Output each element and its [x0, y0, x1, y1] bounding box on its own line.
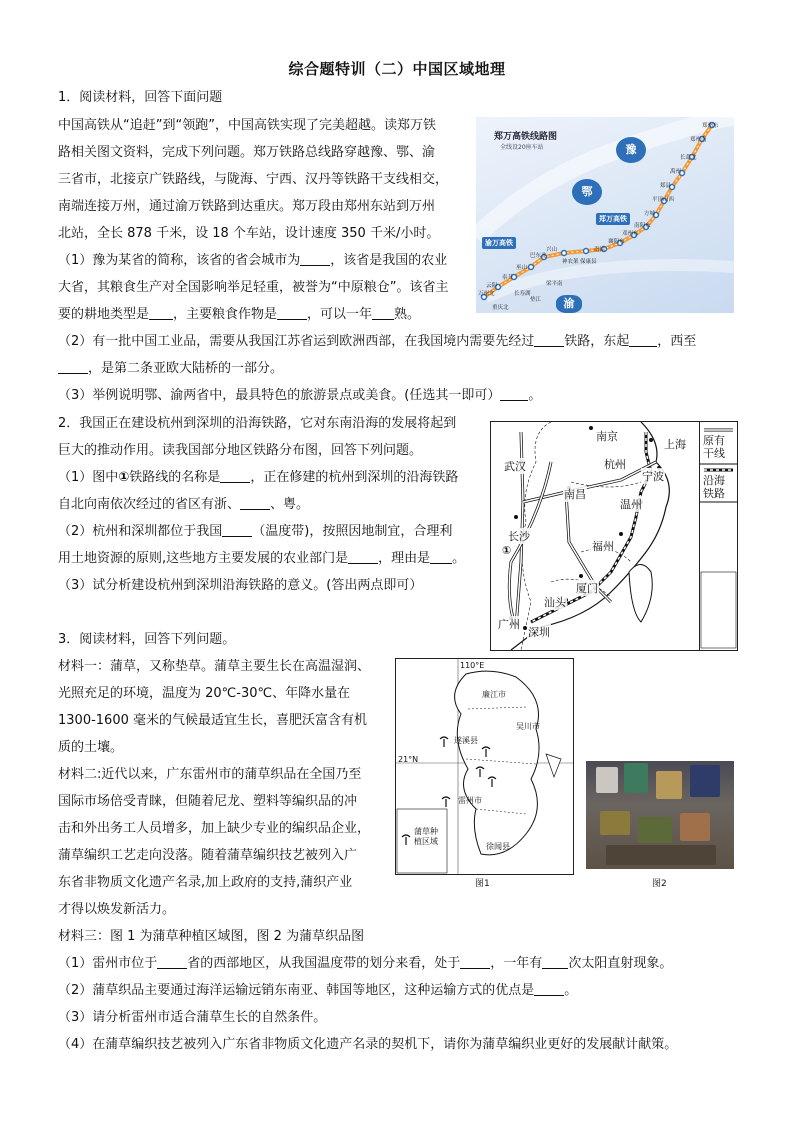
station-label: 郑州南	[690, 137, 707, 143]
q2-sub1-text-a: （1）图中	[58, 470, 119, 485]
answer-blank[interactable]	[430, 551, 452, 564]
q1-sub3-text-a: （3）举例说明鄂、渝两省中，最具特色的旅游景点或美食。(任选其一即可）	[58, 388, 501, 403]
answer-blank[interactable]	[460, 956, 490, 969]
q1-sub1-text-f: ，可以一年	[307, 307, 373, 322]
route-tag-zhengwan: 郑万高铁	[596, 213, 630, 225]
answer-blank[interactable]	[277, 307, 307, 320]
city-changsha: 长沙	[508, 530, 530, 543]
latitude-label: 21°N	[398, 755, 419, 764]
woven-bag	[656, 771, 682, 799]
q3-material1-2: 光照充足的环境，温度为 20℃-30℃、年降水量在	[58, 686, 351, 701]
q1-text-3: 三省市，北接京广铁路线，与陇海、宁西、汉丹等铁路干支线相交，	[58, 172, 449, 187]
route-number-label: ①	[502, 544, 512, 557]
province-badge-henan: 豫	[616, 137, 646, 163]
q2-sub2-text-d: ，理由是	[378, 551, 431, 566]
figure-header: 郑万高铁线路图	[494, 132, 558, 142]
woven-bag	[680, 813, 710, 841]
q1-sub1-line1	[58, 253, 447, 269]
answer-blank[interactable]	[222, 524, 252, 537]
station-label: 南阳东	[634, 223, 651, 229]
station-label: 奉节	[502, 275, 514, 281]
q2-sub2-text-e: 。	[452, 551, 466, 566]
city-xiamen: 厦门	[576, 582, 598, 595]
woven-bag	[690, 765, 720, 797]
q1-heading: 1．阅读材料，回答下面问题	[58, 90, 223, 105]
q1-sub2-line2	[58, 361, 283, 377]
legend-planting-area: 蒲草种植区域	[414, 827, 438, 846]
answer-blank[interactable]	[157, 956, 187, 969]
route-tag-yuwan: 渝万高铁	[482, 237, 516, 249]
station-label: 神农架	[562, 259, 579, 265]
q1-sub1-text-g: 熟。	[394, 307, 421, 322]
figure-1-caption: 图1	[475, 879, 490, 889]
q1-sub1-text-d: 要的耕地类型是	[58, 307, 150, 322]
station-label: 长葛北	[680, 155, 697, 161]
station-label: 平顶山西	[652, 197, 675, 203]
q3-material1-3: 1300-1600 毫米的气候最适宜生长，喜肥沃富含有机	[58, 713, 367, 728]
q3-material2-4: 蒲草编织工艺走向没落。随着蒲草编织技艺被列入广	[58, 848, 358, 863]
q1-sub3-text-b: 。	[528, 388, 542, 403]
q1-text-2: 路相关图文资料，完成下列问题。郑万铁路总线路穿越豫、鄂、渝	[58, 145, 436, 160]
city-wuhan: 武汉	[504, 460, 526, 473]
station-label: 垫江	[530, 297, 542, 303]
q3-material2-3: 击和外出务工人员增多，加上缺少专业的编织品企业，	[58, 821, 371, 836]
station-label: 梁平南	[546, 281, 563, 287]
station-label: 兴山	[546, 247, 558, 253]
q3-material1-4: 质的土壤。	[58, 740, 124, 755]
q2-sub3: （3）试分析建设杭州到深圳沿海铁路的意义。(答出两点即可）	[58, 578, 423, 593]
answer-blank[interactable]	[500, 388, 528, 401]
q3-sub1-text-d: 次太阳直射现象。	[568, 956, 673, 971]
city-nanjing: 南京	[596, 430, 618, 443]
q3-material2-2: 国际市场倍受青睐，但随着尼龙、塑料等编织品的冲	[58, 794, 358, 809]
figure-subheader: 全线设20座车站	[500, 144, 544, 151]
woven-bag	[600, 811, 630, 835]
answer-blank[interactable]	[240, 497, 270, 510]
place-lianjiang: 廉江市	[482, 690, 506, 699]
q2-sub1-text-e: 、粤。	[270, 497, 310, 512]
woven-mats	[606, 845, 716, 865]
woven-bag	[638, 817, 672, 843]
q2-sub2-line1	[58, 524, 452, 540]
city-nanchang: 南昌	[564, 488, 586, 501]
legend-existing-line: 原有干线	[703, 434, 725, 460]
route-number: ①	[118, 470, 130, 485]
station-label: 巴东北	[530, 253, 547, 259]
q3-sub2	[58, 983, 577, 999]
city-shenzhen: 深圳	[528, 626, 550, 639]
map-legend	[699, 422, 737, 650]
station-label: 重庆北	[492, 305, 509, 311]
q1-text-1: 中国高铁从“追赶”到“领跑”，中国高铁实现了完美超越。读郑万铁	[58, 118, 436, 133]
q1-sub3	[58, 388, 541, 404]
q2-sub1-line1	[58, 470, 458, 486]
q1-text-5: 北站，全长 878 千米，设 18 个车站，设计速度 350 千米/小时。	[58, 226, 440, 241]
place-suixi: 遂溪县	[454, 736, 478, 745]
city-ningbo: 宁波	[642, 470, 664, 483]
answer-blank[interactable]	[534, 983, 564, 996]
answer-blank[interactable]	[149, 307, 173, 320]
q1-sub1-text-b: ，该省是我国的农业	[330, 253, 448, 268]
station-label: 长寿湖	[514, 291, 531, 297]
place-leizhou: 雷州市	[458, 796, 482, 805]
q2-sub2-text-b: （温度带)，按照因地制宜，合理利	[252, 524, 453, 539]
q3-sub1	[58, 956, 672, 972]
q1-text-4: 南端连接万州，通过渝万铁路到达重庆。郑万段由郑州东站到万州	[58, 199, 436, 214]
planting-area-map	[395, 658, 574, 875]
q2-sub1-text-d: 自北向南依次经过的省区有浙、	[58, 497, 241, 512]
city-wenzhou: 温州	[620, 498, 642, 511]
q2-sub2-line2	[58, 551, 465, 567]
q1-sub1-text-e: ，主要粮食作物是	[173, 307, 278, 322]
station-label: 保康县	[580, 259, 597, 265]
city-shanghai: 上海	[664, 438, 686, 451]
place-xuwen: 徐闻县	[486, 842, 510, 851]
q1-sub2-text-c: ，西至	[657, 334, 697, 349]
legend-coastal-railway: 沿海铁路	[703, 474, 725, 500]
station-label: 南漳	[594, 247, 606, 253]
q3-material3: 材料三：图 1 为蒲草种植区域图，图 2 为蒲草织品图	[58, 929, 365, 944]
woven-bag	[624, 763, 648, 793]
answer-blank[interactable]	[348, 551, 378, 564]
q3-heading: 3．阅读材料，回答下列问题。	[58, 632, 236, 647]
q1-sub1-line2: 大省，其粮食生产对全国影响举足轻重，被誉为“中原粮仓”。该省主	[58, 280, 449, 295]
q3-sub1-text-c: ，一年有	[490, 956, 543, 971]
woven-products-photo	[586, 761, 734, 869]
q3-material1-1: 材料一：蒲草，又称垫草。蒲草主要生长在高温湿润、	[58, 659, 371, 674]
page-title: 综合题特训（二）中国区域地理	[288, 60, 506, 78]
q1-sub2-text-b: 铁路，东起	[564, 334, 630, 349]
q1-sub2-text-a: （2）有一批中国工业品，需要从我国江苏省运到欧洲西部，在我国境内需要先经过	[58, 334, 535, 349]
station-label: 郑州东	[702, 123, 719, 129]
province-badge-hubei: 鄂	[572, 179, 602, 205]
q3-sub2-text-a: （2）蒲草织品主要通过海洋运输远销东南亚、韩国等地区，这种运输方式的优点是	[58, 983, 535, 998]
station-label: 邓州东	[622, 231, 639, 237]
figure-2-caption: 图2	[652, 879, 667, 889]
q2-sub1-line2	[58, 497, 309, 513]
q2-sub2-text-a: （2）杭州和深圳都位于我国	[58, 524, 223, 539]
answer-blank[interactable]	[58, 361, 88, 374]
q3-sub2-text-b: 。	[564, 983, 578, 998]
q2-text-1: 2．我国正在建设杭州到深圳的沿海铁路，它对东南沿海的发展将起到	[58, 416, 457, 431]
station-label: 万州北	[478, 291, 495, 297]
q3-material2-5: 东省非物质文化遗产名录,加上政府的支持,蒲织产业	[58, 875, 353, 890]
woven-bag	[596, 767, 618, 793]
answer-blank[interactable]	[542, 956, 568, 969]
place-wuchuan: 吴川市	[516, 722, 540, 731]
answer-blank[interactable]	[629, 334, 657, 347]
q3-material2-1: 材料二:近代以来，广东雷州市的蒲草织品在全国乃至	[58, 767, 362, 782]
q2-sub1-text-b: 铁路线的名称是	[129, 470, 221, 485]
q3-sub3: （3）请分析雷州市适合蒲草生长的自然条件。	[58, 1010, 327, 1025]
q2-sub1-text-c: ，正在修建的杭州到深圳的沿海铁路	[250, 470, 459, 485]
q2-sub2-text-c: 用土地资源的原则,这些地方主要发展的农业部门是	[58, 551, 349, 566]
answer-blank[interactable]	[372, 307, 394, 320]
city-hangzhou: 杭州	[604, 458, 626, 471]
city-fuzhou: 福州	[592, 540, 614, 553]
q1-sub2-text-d: ，是第二条亚欧大陆桥的一部分。	[88, 361, 284, 376]
station-label: 云阳	[486, 283, 498, 289]
q3-sub4: （4）在蒲草编织技艺被列入广东省非物质文化遗产名录的契机下，请你为蒲草编织业更好的发展献计献策。	[58, 1037, 678, 1052]
q1-sub2-line1	[58, 334, 696, 350]
q1-sub1-line3	[58, 307, 420, 323]
q3-material2-6: 才得以焕发新活力。	[58, 902, 176, 917]
city-guangzhou: 广州	[498, 618, 520, 631]
q3-sub1-text-b: 省的西部地区，从我国温度带的划分来看，处于	[187, 956, 461, 971]
station-label: 禹州	[670, 169, 682, 175]
answer-blank[interactable]	[300, 253, 330, 266]
q1-sub1-text-a: （1）豫为某省的简称，该省的省会城市为	[58, 253, 301, 268]
railway-map-figure	[490, 421, 738, 651]
city-shantou: 汕头	[544, 596, 566, 609]
station-label: 襄阳东	[608, 239, 625, 245]
q2-text-2: 巨大的推动作用。读我国部分地区铁路分布图，回答下列问题。	[58, 443, 423, 458]
station-label: 方城	[644, 211, 656, 217]
longitude-label: 110°E	[460, 661, 485, 670]
answer-blank[interactable]	[220, 470, 250, 483]
province-badge-chongqing: 渝	[556, 295, 582, 313]
answer-blank[interactable]	[534, 334, 564, 347]
q3-sub1-text-a: （1）雷州市位于	[58, 956, 158, 971]
station-label: 巫山	[516, 265, 528, 271]
zhengwan-railway-figure	[476, 117, 734, 313]
station-label: 郏县	[660, 183, 672, 189]
